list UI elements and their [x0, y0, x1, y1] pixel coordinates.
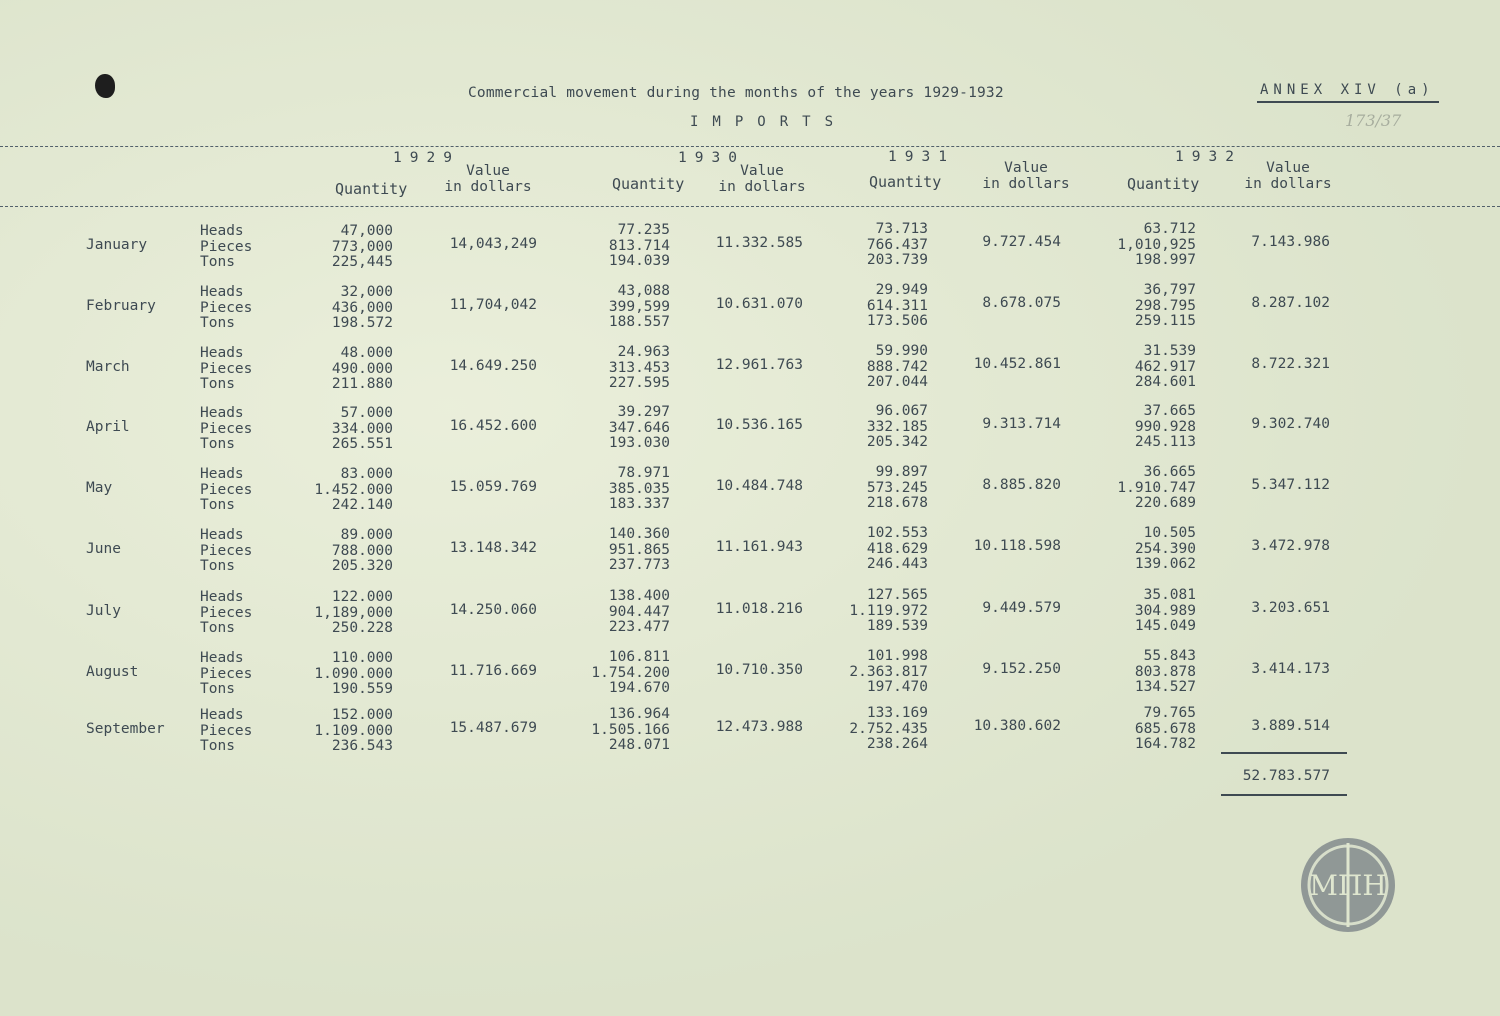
month-label: March [86, 359, 130, 375]
unit-label: Heads [200, 223, 244, 239]
quantity-value: 436,000 [331, 299, 393, 316]
quantity-value: 77.235 [617, 222, 670, 238]
archive-reference: 173/37 [1345, 111, 1402, 130]
quantity-value: 259.115 [1134, 313, 1196, 329]
value-cell-1931: 8.678.075 [982, 295, 1061, 311]
unit-label: Pieces [200, 481, 253, 498]
quantity-value: 152.000 [331, 707, 393, 723]
quantity-cell-1929 [253, 708, 393, 755]
quantity-value: 1.910.747 [1117, 479, 1196, 496]
value-cell-1931: 8.885.820 [982, 477, 1061, 493]
value-cell-1929: 11,704,042 [449, 297, 537, 313]
unit-label: Heads [200, 650, 244, 666]
month-label: July [86, 603, 121, 619]
quantity-value: 183.337 [608, 496, 670, 512]
punch-hole [95, 74, 115, 98]
quantity-value: 133.169 [866, 705, 928, 721]
quantity-value: 1.452.000 [314, 481, 393, 498]
unit-label: Tons [200, 254, 235, 270]
unit-label: Tons [200, 558, 235, 574]
unit-label: Heads [200, 707, 244, 723]
section-title: IMPORTS [690, 114, 848, 130]
value-cell-1929: 14.250.060 [449, 602, 537, 618]
quantity-value: 904.447 [608, 603, 670, 620]
quantity-value: 888.742 [866, 358, 928, 375]
value-cell-1932: 7.143.986 [1251, 234, 1330, 250]
unit-label: Tons [200, 376, 235, 392]
quantity-value: 990.928 [1134, 418, 1196, 435]
value-cell-1930: 11.161.943 [715, 539, 803, 555]
unit-label: Pieces [200, 238, 253, 255]
archive-stamp-logo [1298, 835, 1398, 935]
value-cell-1932: 8.722.321 [1251, 356, 1330, 372]
value-cell-1929: 13.148.342 [449, 540, 537, 556]
quantity-value: 194.039 [608, 253, 670, 269]
quantity-value: 89.000 [340, 527, 393, 543]
quantity-cell-1929 [253, 224, 393, 271]
quantity-cell-1929 [253, 467, 393, 514]
quantity-value: 788.000 [331, 542, 393, 559]
value-cell-1932: 3.889.514 [1251, 718, 1330, 734]
quantity-value: 197.470 [866, 679, 928, 695]
unit-label: Pieces [200, 722, 253, 739]
quantity-value: 236.543 [331, 738, 393, 754]
quantity-value: 220.689 [1134, 495, 1196, 511]
unit-labels [200, 708, 252, 755]
quantity-value: 189.539 [866, 618, 928, 634]
quantity-value: 136.964 [608, 706, 670, 722]
quantity-value: 1.090.000 [314, 665, 393, 682]
unit-labels [200, 590, 252, 637]
quantity-value: 237.773 [608, 557, 670, 573]
value-cell-1931: 9.152.250 [982, 661, 1061, 677]
value-cell-1932: 3.414.173 [1251, 661, 1330, 677]
quantity-value: 203.739 [866, 252, 928, 268]
quantity-value: 685.678 [1134, 720, 1196, 737]
quantity-value: 193.030 [608, 435, 670, 451]
quantity-value: 173.506 [866, 313, 928, 329]
quantity-value: 951.865 [608, 541, 670, 558]
quantity-value: 24.963 [617, 344, 670, 360]
quantity-value: 250.228 [331, 620, 393, 636]
quantity-value: 1.754.200 [591, 664, 670, 681]
quantity-value: 79.765 [1143, 705, 1196, 721]
quantity-value: 32,000 [340, 284, 393, 300]
quantity-value: 347.646 [608, 419, 670, 436]
quantity-value: 57.000 [340, 405, 393, 421]
quantity-value: 2.752.435 [849, 720, 928, 737]
quantity-value: 223.477 [608, 619, 670, 635]
unit-labels [200, 467, 252, 514]
unit-label: Pieces [200, 360, 253, 377]
quantity-value: 205.320 [331, 558, 393, 574]
quantity-value: 238.264 [866, 736, 928, 752]
quantity-value: 573.245 [866, 479, 928, 496]
quantity-value: 1.505.166 [591, 721, 670, 738]
quantity-value: 31.539 [1143, 343, 1196, 359]
quantity-value: 48.000 [340, 345, 393, 361]
quantity-value: 73.713 [875, 221, 928, 237]
quantity-value: 246.443 [866, 556, 928, 572]
quantity-value: 227.595 [608, 375, 670, 391]
quantity-value: 198.997 [1134, 252, 1196, 268]
quantity-cell-1929 [253, 406, 393, 453]
year-1932: 1932 [1175, 149, 1242, 165]
quantity-value: 134.527 [1134, 679, 1196, 695]
quantity-value: 1,010,925 [1117, 236, 1196, 253]
quantity-value: 773,000 [331, 238, 393, 255]
value-cell-1930: 10.536.165 [715, 417, 803, 433]
unit-label: Pieces [200, 542, 253, 559]
quantity-value: 245.113 [1134, 434, 1196, 450]
value-cell-1930: 12.961.763 [715, 357, 803, 373]
unit-label: Tons [200, 738, 235, 754]
unit-label: Pieces [200, 420, 253, 437]
quantity-value: 254.390 [1134, 540, 1196, 557]
value-cell-1932: 8.287.102 [1251, 295, 1330, 311]
unit-label: Tons [200, 436, 235, 452]
value-cell-1929: 16.452.600 [449, 418, 537, 434]
value-cell-1930: 10.710.350 [715, 662, 803, 678]
month-label: May [86, 480, 113, 496]
value-cell-1932: 9.302.740 [1251, 416, 1330, 432]
quantity-value: 59.990 [875, 343, 928, 359]
quantity-value: 334.000 [331, 420, 393, 437]
unit-label: Heads [200, 405, 244, 421]
quantity-value: 211.880 [331, 376, 393, 392]
value-header-1931: Value in dollars [982, 160, 1070, 192]
total-1932-value: 52.783.577 [1242, 768, 1330, 784]
value-cell-1931: 10.380.602 [973, 718, 1061, 734]
unit-label: Pieces [200, 665, 253, 682]
value-cell-1929: 15.487.679 [449, 720, 537, 736]
month-label: February [86, 298, 156, 314]
value-cell-1929: 14,043,249 [449, 236, 537, 252]
value-cell-1931: 9.727.454 [982, 234, 1061, 250]
quantity-value: 298.795 [1134, 297, 1196, 314]
total-top-rule [1221, 752, 1347, 754]
quantity-value: 614.311 [866, 297, 928, 314]
quantity-cell-1929 [253, 346, 393, 393]
quantity-value: 385.035 [608, 480, 670, 497]
quantity-value: 145.049 [1134, 618, 1196, 634]
quantity-value: 313.453 [608, 359, 670, 376]
value-cell-1931: 10.452.861 [973, 356, 1061, 372]
quantity-value: 102.553 [866, 525, 928, 541]
quantity-value: 1,189,000 [314, 604, 393, 621]
quantity-value: 110.000 [331, 650, 393, 666]
quantity-value: 1.119.972 [849, 602, 928, 619]
value-cell-1932: 5.347.112 [1251, 477, 1330, 493]
month-label: August [86, 664, 139, 680]
quantity-value: 63.712 [1143, 221, 1196, 237]
quantity-value: 218.678 [866, 495, 928, 511]
quantity-value: 10.505 [1143, 525, 1196, 541]
unit-label: Pieces [200, 604, 253, 621]
quantity-value: 225,445 [331, 254, 393, 270]
unit-labels [200, 528, 252, 575]
value-header-1929: Value in dollars [444, 163, 532, 195]
quantity-value: 2.363.817 [849, 663, 928, 680]
unit-label: Heads [200, 466, 244, 482]
quantity-value: 122.000 [331, 589, 393, 605]
quantity-value: 39.297 [617, 404, 670, 420]
quantity-value: 37.665 [1143, 403, 1196, 419]
quantity-header-1932: Quantity [1127, 175, 1200, 193]
quantity-value: 138.400 [608, 588, 670, 604]
quantity-value: 96.067 [875, 403, 928, 419]
quantity-value: 399,599 [608, 298, 670, 315]
quantity-value: 35.081 [1143, 587, 1196, 603]
value-header-1930: Value in dollars [718, 163, 806, 195]
value-cell-1931: 10.118.598 [973, 538, 1061, 554]
quantity-value: 43,088 [617, 283, 670, 299]
month-label: June [86, 541, 121, 557]
unit-labels [200, 406, 252, 453]
value-cell-1931: 9.449.579 [982, 600, 1061, 616]
header-top-rule [0, 146, 1500, 147]
quantity-value: 207.044 [866, 374, 928, 390]
quantity-value: 242.140 [331, 497, 393, 513]
value-cell-1929: 15.059.769 [449, 479, 537, 495]
value-cell-1930: 12.473.988 [715, 719, 803, 735]
quantity-header-1930: Quantity [612, 175, 685, 193]
quantity-value: 205.342 [866, 434, 928, 450]
quantity-value: 188.557 [608, 314, 670, 330]
quantity-value: 766.437 [866, 236, 928, 253]
stamp-text: ΜΠΗ [1309, 869, 1387, 902]
quantity-value: 198.572 [331, 315, 393, 331]
year-1930: 1930 [678, 150, 745, 166]
quantity-value: 78.971 [617, 465, 670, 481]
quantity-value: 304.989 [1134, 602, 1196, 619]
quantity-value: 418.629 [866, 540, 928, 557]
unit-label: Heads [200, 284, 244, 300]
value-cell-1931: 9.313.714 [982, 416, 1061, 432]
quantity-value: 490.000 [331, 360, 393, 377]
value-cell-1932: 3.203.651 [1251, 600, 1330, 616]
unit-label: Tons [200, 620, 235, 636]
quantity-value: 29.949 [875, 282, 928, 298]
quantity-value: 813.714 [608, 237, 670, 254]
quantity-value: 36,797 [1143, 282, 1196, 298]
quantity-value: 47,000 [340, 223, 393, 239]
value-cell-1932: 3.472.978 [1251, 538, 1330, 554]
quantity-header-1931: Quantity [869, 173, 942, 191]
quantity-value: 1.109.000 [314, 722, 393, 739]
unit-labels [200, 224, 252, 271]
quantity-value: 83.000 [340, 466, 393, 482]
quantity-value: 139.062 [1134, 556, 1196, 572]
page-title: Commercial movement during the months of the years 1929-1932 [468, 85, 1004, 101]
month-label: September [86, 721, 165, 737]
unit-label: Heads [200, 345, 244, 361]
quantity-value: 803.878 [1134, 663, 1196, 680]
quantity-header-1929: Quantity [335, 180, 408, 198]
quantity-value: 190.559 [331, 681, 393, 697]
quantity-value: 55.843 [1143, 648, 1196, 664]
unit-label: Heads [200, 589, 244, 605]
quantity-value: 101.998 [866, 648, 928, 664]
unit-label: Pieces [200, 299, 253, 316]
value-cell-1930: 11.332.585 [715, 235, 803, 251]
unit-label: Tons [200, 315, 235, 331]
value-cell-1930: 10.631.070 [715, 296, 803, 312]
total-bottom-rule [1221, 794, 1347, 796]
quantity-value: 140.360 [608, 526, 670, 542]
unit-labels [200, 346, 252, 393]
unit-label: Tons [200, 497, 235, 513]
quantity-value: 194.670 [608, 680, 670, 696]
quantity-value: 248.071 [608, 737, 670, 753]
annex-underline [1257, 101, 1439, 103]
unit-label: Tons [200, 681, 235, 697]
quantity-cell-1929 [253, 285, 393, 332]
value-cell-1929: 14.649.250 [449, 358, 537, 374]
header-bottom-rule [0, 206, 1500, 207]
value-header-1932: Value in dollars [1244, 160, 1332, 192]
quantity-cell-1929 [253, 528, 393, 575]
quantity-value: 284.601 [1134, 374, 1196, 390]
unit-labels [200, 651, 252, 698]
quantity-value: 164.782 [1134, 736, 1196, 752]
quantity-value: 36.665 [1143, 464, 1196, 480]
month-label: April [86, 419, 130, 435]
quantity-cell-1929 [253, 590, 393, 637]
year-1929: 1929 [393, 150, 460, 166]
month-label: January [86, 237, 148, 253]
unit-labels [200, 285, 252, 332]
quantity-value: 332.185 [866, 418, 928, 435]
quantity-value: 127.565 [866, 587, 928, 603]
quantity-value: 462.917 [1134, 358, 1196, 375]
quantity-value: 99.897 [875, 464, 928, 480]
value-cell-1929: 11.716.669 [449, 663, 537, 679]
quantity-value: 106.811 [608, 649, 670, 665]
quantity-value: 265.551 [331, 436, 393, 452]
year-1931: 1931 [888, 149, 955, 165]
unit-label: Heads [200, 527, 244, 543]
value-cell-1930: 11.018.216 [715, 601, 803, 617]
value-cell-1930: 10.484.748 [715, 478, 803, 494]
quantity-cell-1929 [253, 651, 393, 698]
annex-label: ANNEX XIV (a) [1260, 82, 1435, 98]
